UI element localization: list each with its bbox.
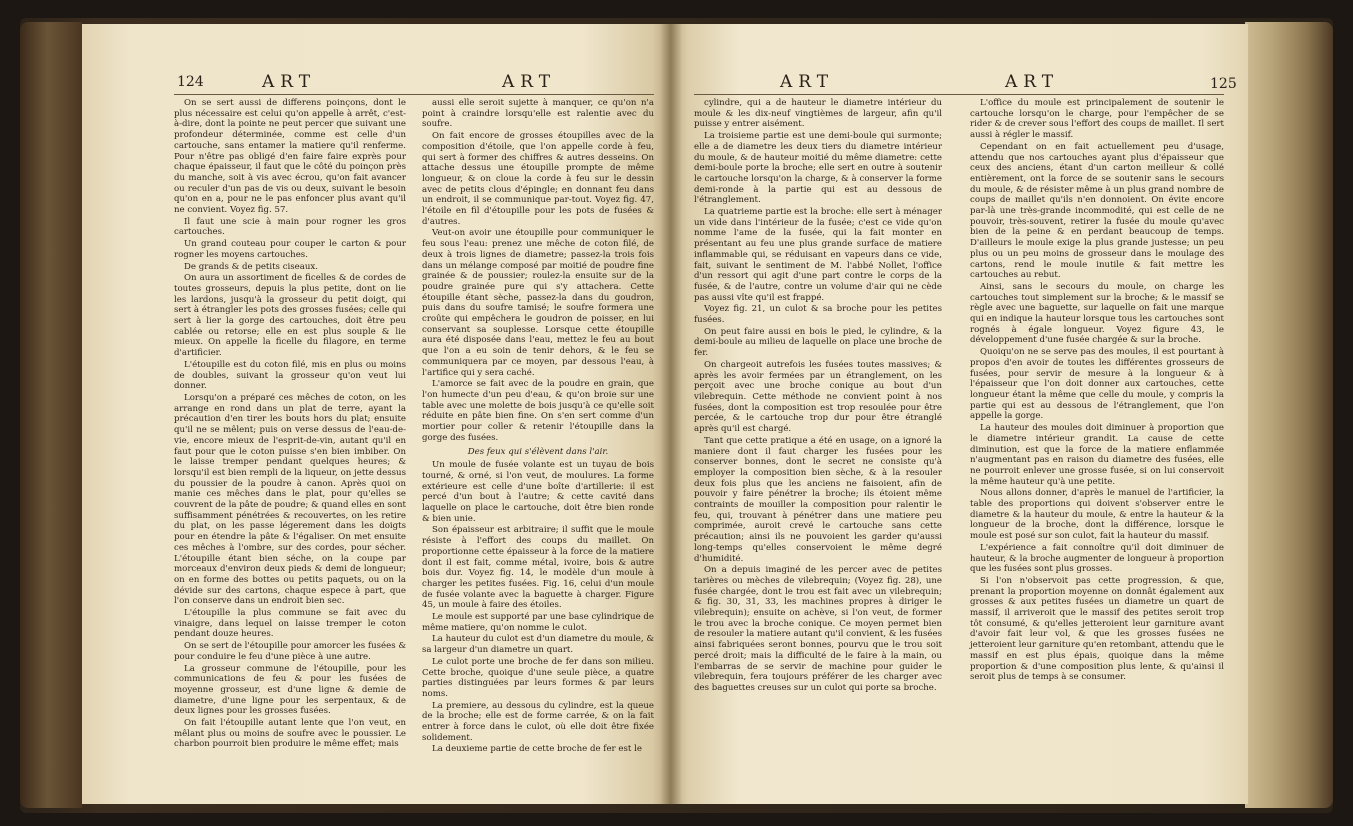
paragraph: On aura un assortiment de ficelles & de cordes de toutes grosseurs, depuis la plus petite, dont on lie les lardons, jusqu'à la grosseur du petit doigt, qui sert à étrangler les pots des grosses fusées; celle qui sert à lier la gorge des cartouches, doit être peu cablée ou retorse; elle en est plus souple & lie mieux. On appelle la ficelle du filagore, en terme d'artificier. <box>174 273 406 359</box>
text-column <box>422 98 654 756</box>
text-column <box>970 98 1224 684</box>
paragraph: cylindre, qui a de hauteur le diametre intérieur du moule & les dix-neuf vingtièmes de largeur, afin qu'il puisse y entrer aisément. <box>694 98 942 130</box>
paragraph: L'office du moule est principalement de soutenir le cartouche lorsqu'on le charge, pour l'empêcher de se rider & de crever sous l'effort des coups de maillet. Il sert aussi à régler le massif. <box>970 98 1224 141</box>
paragraph: Il faut une scie à main pour rogner les gros cartouches. <box>174 216 406 238</box>
paragraph: L'expérience a fait connoître qu'il doit diminuer de hauteur, & la broche augmenter de longueur à proportion que les fusées sont plus grosses. <box>970 542 1224 575</box>
paragraph: L'étoupille la plus commune se fait avec du vinaigre, dans lequel on laisse tremper le coton pendant douze heures. <box>174 608 406 640</box>
page-number: 125 <box>1210 76 1237 92</box>
paragraph: On fait l'étoupille autant lente que l'on veut, en mêlant plus ou moins de soufre avec le poussier. Le charbon pourroit bien produire le même effet; mais <box>174 718 406 750</box>
paragraph: Le culot porte une broche de fer dans son milieu. Cette broche, quoique d'une seule pièce, a quatre parties distinguées par leurs formes & par leurs noms. <box>422 656 654 699</box>
book-page-edges-right <box>1245 22 1333 808</box>
text-column <box>694 98 942 695</box>
paragraph: L'étoupille est du coton filé, mis en plus ou moins de doubles, suivant la grosseur qu'on veut lui donner. <box>174 359 406 392</box>
paragraph: Son épaisseur est arbitraire; il suffit que le moule résiste à l'effort des coups du maillet. On proportionne cette épaisseur à la force de la matiere dont il est fait, comme métal, ivoire, bois & autre bois dur. Voyez fig. 14, le modèle d'un moule à charger les petites fusées. Fig. 16, celui d'un moule de fusée volante avec la baguette à charger. Figure 45, un moule à faire des étoiles. <box>422 525 654 611</box>
paragraph: Un moule de fusée volante est un tuyau de bois tourné, & orné, si l'on veut, de moulures. La forme extérieure est celle d'une boîte d'artillerie: il est percé d'un bout à l'autre; & cette cavité dans laquelle on place le cartouche, doit être bien ronde & bien unie. <box>422 460 654 524</box>
paragraph: La deuxieme partie de cette broche de fer est le <box>432 744 642 755</box>
paragraph: Nous allons donner, d'après le manuel de l'artificier, la table des proportions qui doivent s'observer entre le diametre & la hauteur du moule, & entre la hauteur & la longueur de la broche, dont la différence, lorsque le moule est posé sur son culot, fait la hauteur du massif. <box>970 488 1224 542</box>
paragraph: La premiere, au dessous du cylindre, est la queue de la broche; elle est de forme carrée, & on la fait entrer à force dans le culot, où elle doit être fixée solidement. <box>422 700 654 743</box>
paragraph: La hauteur des moules doit diminuer à proportion que le diametre intérieur grandit. La cause de cette diminution, est que la force de la matiere enflammée n'augmentant pas en raison du diametre des fusées, elle ne pourroit enlever une grosse fusée, si on lui conservoit la même hauteur qu'à une petite. <box>970 423 1224 487</box>
paragraph: Si l'on n'observoit pas cette progression, & que, prenant la proportion moyenne on donnât également aux grosses & aux petites fusées un diametre un quart de massif, il arriveroit que le massif des petites seroit trop tôt consumé, & qu'elles jetteroient leur garniture avant d'avoir fait leur vol, & que les grosses fusées ne jetteroient leur garniture qu'en retombant, attendu que le massif en est plus épais, quoique dans la même proportion & d'une composition plus lente, & qu'ainsi il seroit plus de temps à se consumer. <box>970 575 1224 683</box>
paragraph: Des feux qui s'élèvent dans l'air. <box>467 446 609 457</box>
paragraph: On peut faire aussi en bois le pied, le cylindre, & la demi-boule au milieu de laquelle on place une broche de fer. <box>694 326 942 359</box>
paragraph: On chargeoit autrefois les fusées toutes massives; & après les avoir fermées par un étranglement, on les perçoit avec une broche conique au bout d'un vilebrequin. Cette méthode ne convient point à nos fusées, dont la composition est trop resoulée pour être percée, & le cartouche trop dur pour être étranglé après qu'il est chargé. <box>694 359 942 435</box>
running-header: ART <box>780 72 835 92</box>
header-rule <box>174 94 654 95</box>
paragraph: La troisieme partie est une demi-boule qui surmonte; elle a de diametre les deux tiers du diametre intérieur du moule, & de hauteur moitié du même diametre: cette demi-boule porte la broche; elle sert en outre à soutenir le cartouche lorsqu'on la charge, & à conserver la forme demi-ronde à la partie qui est au dessous de l'étranglement. <box>694 131 942 206</box>
text-column <box>174 98 406 751</box>
left-page <box>82 24 670 804</box>
paragraph: La quatrieme partie est la broche: elle sert à ménager un vide dans l'intérieur de la fusée; c'est ce vide qu'on nomme l'ame de la fusée, qui la fait monter en présentant au feu une plus grande surface de matiere inflammable qui, se réduisant en vapeurs dans ce vide, fait, suivant le sentiment de M. l'abbé Nollet, l'office d'un ressort qui agit d'une part contre le corps de la fusée, & de l'autre, contre un volume d'air qui ne cède pas aussi vîte qu'il est frappé. <box>694 207 942 303</box>
right-page <box>670 24 1248 804</box>
paragraph: De grands & de petits ciseaux. <box>184 261 318 272</box>
paragraph: aussi elle seroit sujette à manquer, ce qu'on n'a point à craindre lorsqu'elle est ralentie avec du soufre. <box>422 98 654 130</box>
book-gutter <box>660 24 682 804</box>
paragraph: Lorsqu'on a préparé ces mêches de coton, on les arrange en rond dans un plat de terre, ayant la précaution d'en tirer les bouts hors du plat; ensuite qu'il ne se mêlent; puis on verse dessus de l'eau-de-vie, encore mieux de l'esprit-de-vin, autant qu'il en faut pour que le coton puisse s'en bien imbiber. On le laisse tremper pendant quelques heures; & lorsqu'il est bien rempli de la liqueur, on jette dessus du poussier de la poudre à canon. Après quoi on manie ces mêches dans le plat, pour qu'elles se couvrent de la pâte de poudre; & quand elles en sont suffisamment pénétrées & recouvertes, on les retire du plat, on les passe légerement dans les doigts pour en étendre la pâte & l'égaliser. On met ensuite ces mêches à l'ombre, sur des cordes, pour sécher. L'étoupille étant bien séche, on la coupe par morceaux d'environ deux pieds & demi de longueur; on en forme des bottes ou petits paquets, ou on la dévide sur des cartons, chaque espece à part, que l'on conserve dans un endroit bien sec. <box>174 392 407 607</box>
paragraph: La hauteur du culot est d'un diametre du moule, & sa largeur d'un diametre un quart. <box>422 634 654 656</box>
paragraph: Tant que cette pratique a été en usage, on a ignoré la maniere dont il faut charger les fusées pour les conserver bonnes, dont le secret ne consiste qu'à employer la composition bien sèche, & à la resouler deux fois plus que les anciens ne faisoient, afin de pouvoir y faire pénétrer la broche; ils étoient même contraints de mouiller la composition pour ralentir le feu, qui, trouvant à pénétrer dans une matiere peu comprimée, auroit crevé le cartouche sans cette précaution; ainsi ils ne pouvoient les garder qu'aussi long-temps qu'elles conservoient le même degré d'humidité. <box>694 435 942 564</box>
running-header: ART <box>1005 72 1060 92</box>
paragraph: L'amorce se fait avec de la poudre en grain, que l'on humecte d'un peu d'eau, & qu'on broie sur une table avec une molette de bois jusqu'à ce qu'elle soit réduite en pâte bien fine. On s'en sert comme d'un mortier pour coller & retenir l'étoupille dans la gorge des fusées. <box>422 379 654 443</box>
running-header: ART <box>502 72 557 92</box>
paragraph: Voyez fig. 21, un culot & sa broche pour les petites fusées. <box>694 304 942 326</box>
paragraph: Cependant on en fait actuellement peu d'usage, attendu que nos cartouches ayant plus d'épaisseur que ceux des anciens, étant d'un carton meilleur & collé entièrement, ont la force de se soutenir sans le secours du moule, & de résister même à un plus grand nombre de coups de maillet qu'ils n'en donnoient. On évite encore par-là une très-grande incommodité, qui est celle de ne pouvoir, très-souvent, retirer la fusée du moule qu'avec bien de la peine & en perdant beaucoup de temps. D'ailleurs le moule exige la plus grande justesse; un peu plus ou un peu moins de grosseur dans le moulage des cartons, rend le moule inutile & fait mettre les cartouches au rebut. <box>970 141 1224 281</box>
paragraph: On fait encore de grosses étoupilles avec de la composition d'étoile, que l'on appelle corde à feu, qui sert à former des chiffres & autres desseins. On attache dessus une étoupille prompte de même longueur, & on cloue la corde à feu sur le dessin avec de petits clous d'épingle; en donnant feu dans un endroit, il se communique par-tout. Voyez fig. 47, l'étoile en fil d'étoupille pour les pots de fusées & d'autres. <box>422 131 654 227</box>
paragraph: La grosseur commune de l'étoupille, pour les communications de feu & pour les fusées de moyenne grosseur, est d'une ligne & demie de diametre, d'une ligne pour les serpentaux, & de deux lignes pour les grosses fusées. <box>174 663 406 717</box>
page-number: 124 <box>177 74 204 90</box>
paragraph: On a depuis imaginé de les percer avec de petites tarières ou mèches de vilebrequin; (Voyez fig. 28), une fusée chargée, dont le trou est fait avec un vilebrequin; & fig. 30, 31, 33, les machines propres à diriger le vilebrequin); ensuite on achève, si l'on veut, de former le trou avec la broche conique. Ce moyen permet bien de resouler la matiere autant qu'il convient, & les fusées ainsi fabriquées seront bonnes, pourvu que le trou soit percé droit; mais la difficulté de le faire à la main, ou l'embarras de se servir de machine pour guider le vilebrequin, fera toujours préférer de les charger avec des baguettes creuses sur un culot qui porte sa broche. <box>694 565 942 693</box>
paragraph: Quoiqu'on ne se serve pas des moules, il est pourtant à propos d'en avoir de toutes les différentes grosseurs de fusées, pour servir de mesure à la longueur & à l'épaisseur que l'on doit donner aux cartouches, cette longueur étant la même que celle du moule, y compris la partie qui est au dessous de l'étranglement, que l'on appelle la gorge. <box>970 347 1224 422</box>
paragraph: Un grand couteau pour couper le carton & pour rogner les moyens cartouches. <box>174 239 406 260</box>
paragraph: On se sert aussi de differens poinçons, dont le plus nécessaire est celui qu'on appelle à arrêt, c'est-à-dire, dont la pointe ne peut percer que suivant une profondeur déterminée, comme est celle d'un cartouche, sans entamer la matiere qu'il renferme. Pour n'être pas obligé d'en faire faire exprès pour chaque épaisseur, il faut que le côté du poinçon près du manche, soit à vis avec écrou, qu'on fait avancer ou reculer d'un pas de vis ou deux, suivant le besoin qu'on en a, pour ne le pas enfoncer plus avant qu'il ne convient. Voyez fig. 57. <box>174 98 406 216</box>
running-header: ART <box>262 72 317 92</box>
header-rule <box>694 94 1224 95</box>
paragraph: Le moule est supporté par une base cylindrique de même matiere, qu'on nomme le culot. <box>422 612 654 633</box>
book-cover-edge-left <box>20 22 82 808</box>
paragraph: Veut-on avoir une étoupille pour communiquer le feu sous l'eau: prenez une mêche de coton filé, de deux à trois lignes de diametre; passez-la trois fois dans un mélange composé par moitié de poudre fine grainée & de poussier; roulez-la ensuite sur de la poudre grainée pure qui s'y attachera. Cette étoupille étant sèche, passez-la dans du goudron, puis dans du soufre tamisé; le soufre formera une croûte qui empêchera le goudron de poisser, en lui conservant sa souplesse. Lorsque cette étoupille aura été disposée dans l'eau, mettez le feu au bout que l'on a eu soin de tenir dehors, & le feu se communiquera par ce moyen, par dessous l'eau, à l'artifice qui y sera caché. <box>422 228 654 378</box>
paragraph: Ainsi, sans le secours du moule, on charge les cartouches tout simplement sur la broche; & le massif se règle avec une baguette, sur laquelle on fait une marque qui en indique la hauteur lorsque tous les cartouches sont rognés à égale longueur. Voyez figure 43, le développement d'une fusée chargée & sur la broche. <box>970 281 1224 346</box>
paragraph: On se sert de l'étoupille pour amorcer les fusées & pour conduire le feu d'une pièce à une autre. <box>174 641 406 662</box>
